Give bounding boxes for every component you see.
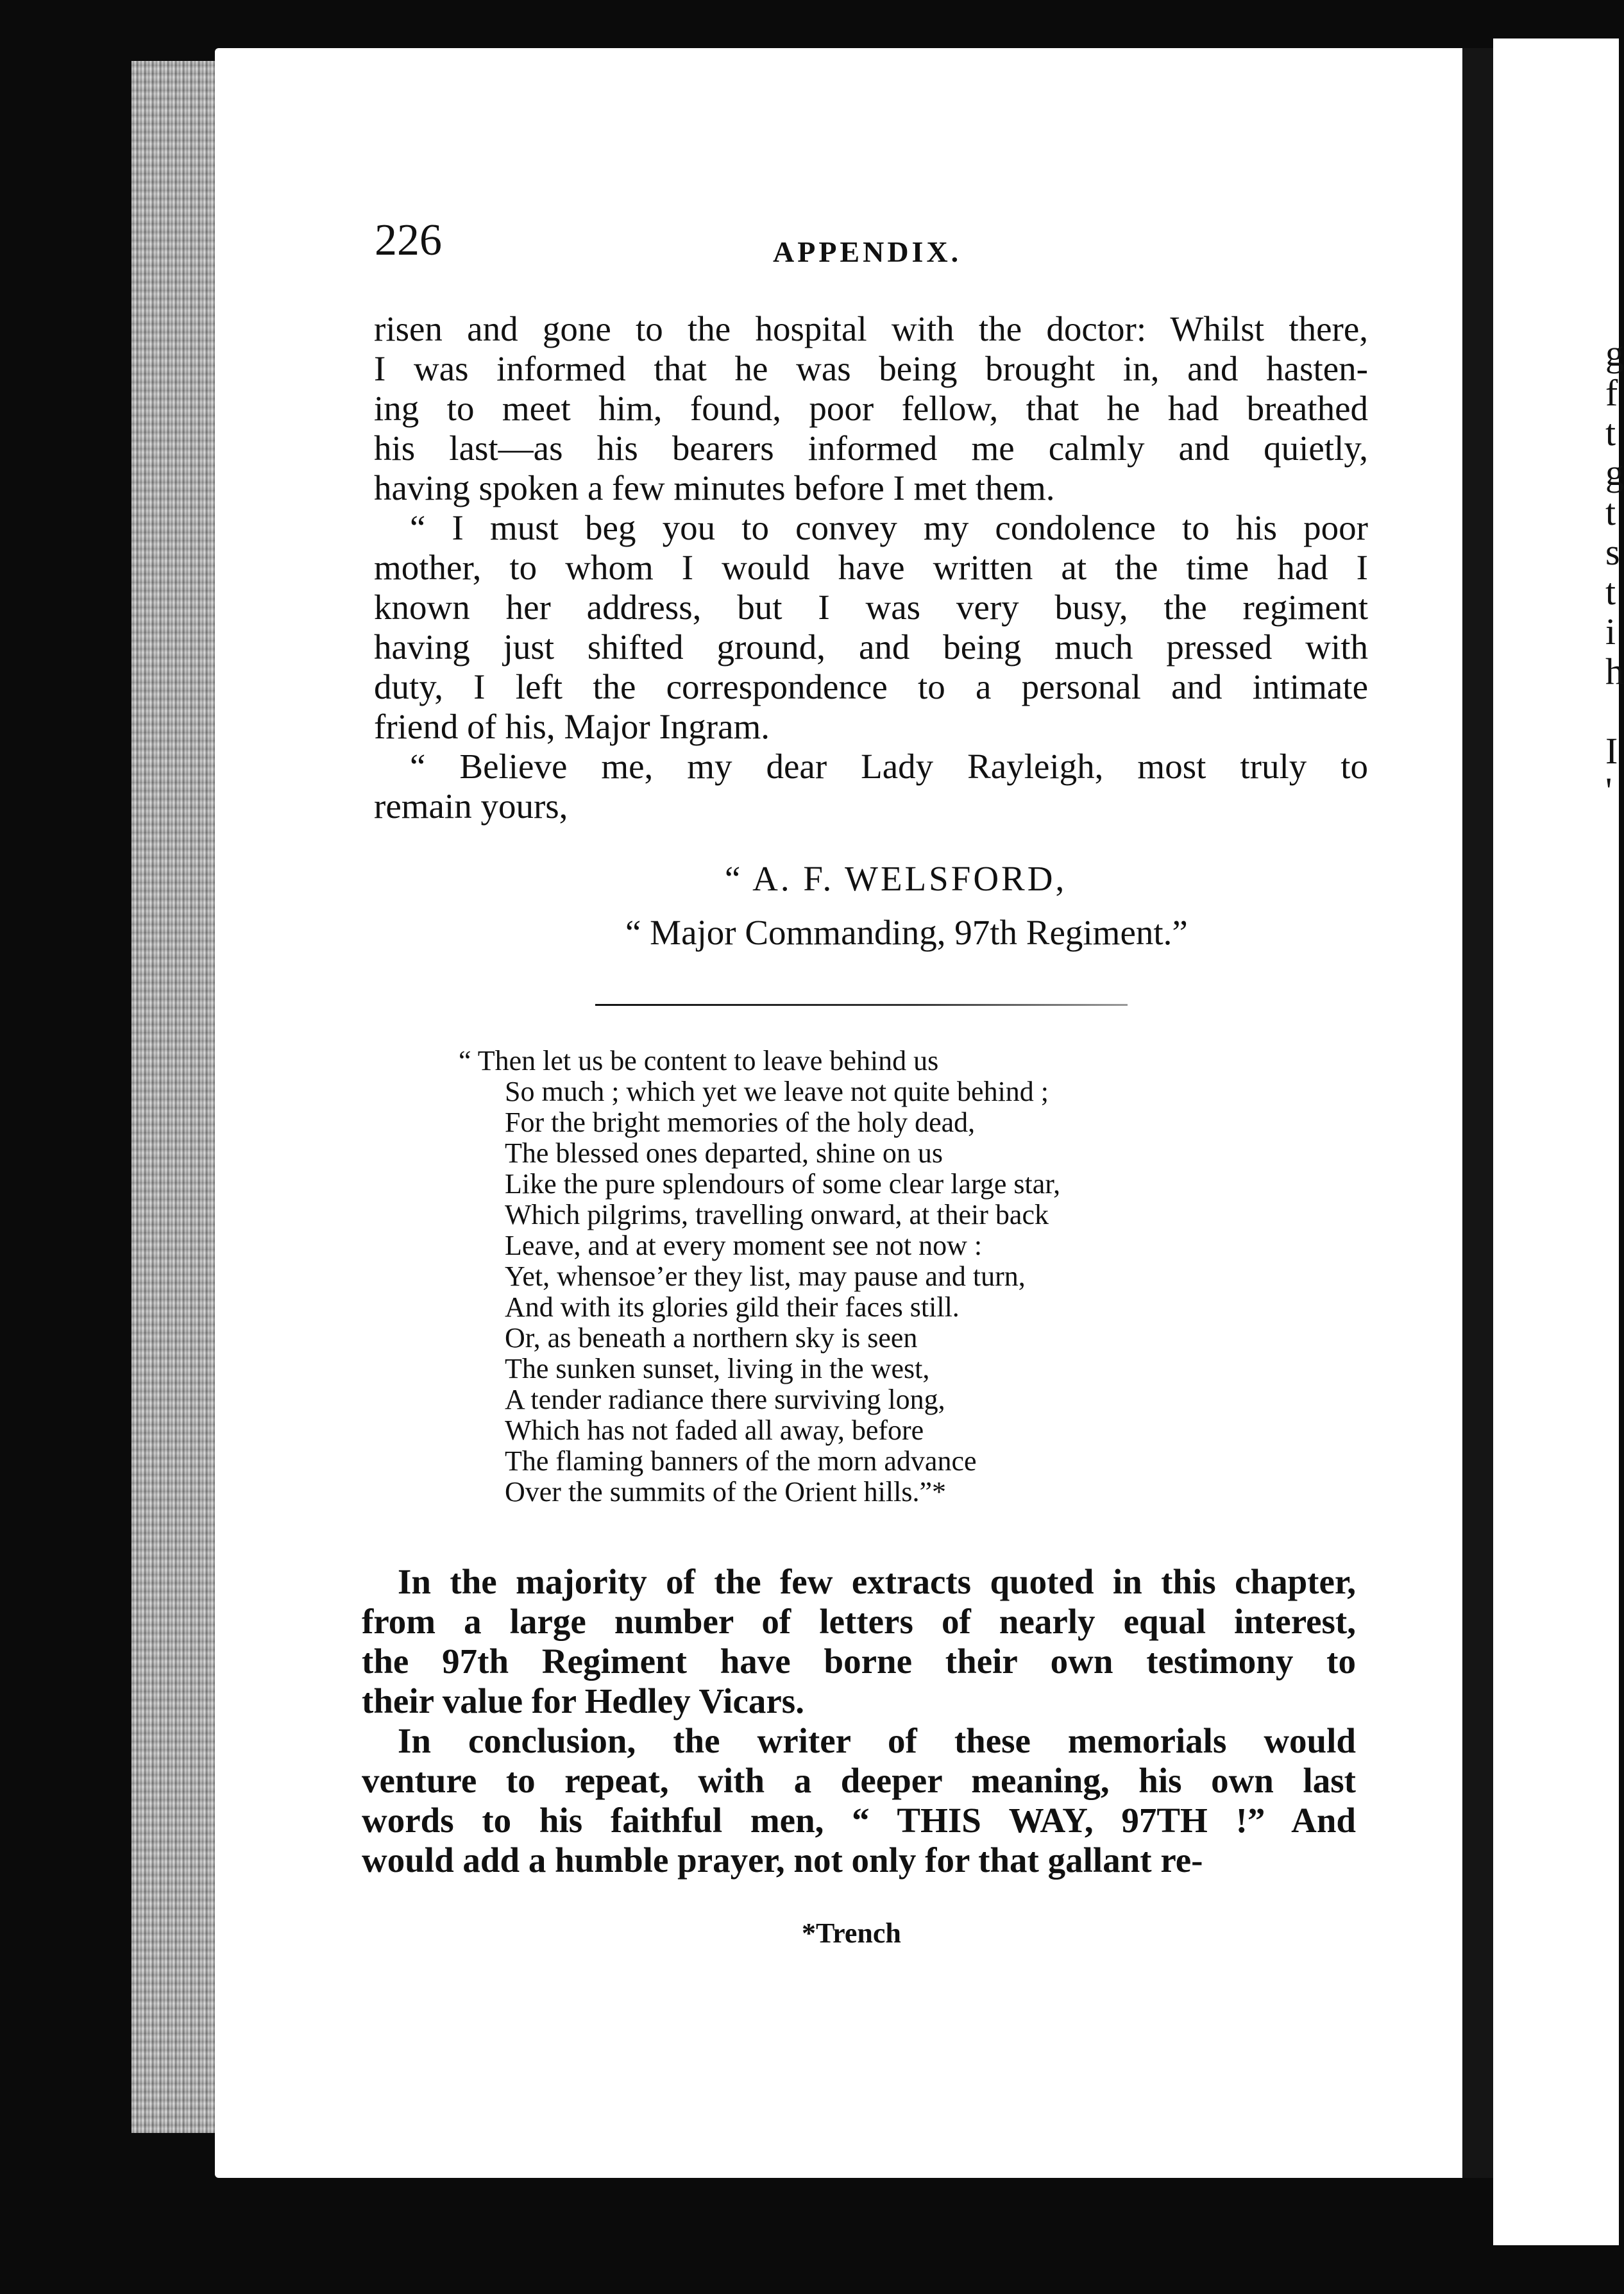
poem-line: Which pilgrims, travelling onward, at their back [505,1199,1049,1230]
letter-line: risen and gone to the hospital with the doctor: Whilst there, [374,309,1368,348]
facing-page-letter: g [1605,452,1624,493]
facing-page-letter: g [1605,332,1624,374]
letter-line: remain yours, [374,786,568,826]
letter-line: friend of his, Major Ingram. [374,707,770,746]
closing-line: In conclusion, the writer of these memorials would [398,1721,1356,1760]
poem-line: So much ; which yet we leave not quite behind ; [505,1076,1049,1107]
letter-line: his last—as his bearers informed me calmly and quietly, [374,429,1368,468]
letter-line: having spoken a few minutes before I met them. [374,468,1055,507]
closing-line: In the majority of the few extracts quoted in this chapter, [398,1562,1356,1601]
poem-line: Over the summits of the Orient hills.”* [505,1476,946,1508]
facing-page-fragment [1493,38,1624,2245]
facing-page-letter: t [1605,412,1616,454]
running-head: APPENDIX. [773,235,962,268]
closing-body [362,1562,1356,1880]
closing-line: would add a humble prayer, not only for that gallant re- [362,1840,1203,1880]
poem-line: The blessed ones departed, shine on us [505,1137,943,1169]
letter-line: “ I must beg you to convey my condolence to his poor [410,508,1368,547]
closing-line: their value for Hedley Vicars. [362,1681,804,1720]
letter-line: “ Believe me, my dear Lady Rayleigh, most truly to [410,747,1368,786]
facing-page-letter: t [1605,491,1616,533]
poem-line: Yet, whensoe’er they list, may pause and turn, [505,1261,1026,1292]
poem-line: Like the pure splendours of some clear large star, [505,1168,1061,1200]
book-gutter [1462,48,1493,2178]
letter-body [374,309,1368,826]
letter-line: known her address, but I was very busy, the regiment [374,588,1368,627]
letter-line: I was informed that he was being brought in, and hasten- [374,349,1368,388]
facing-page-letter: t [1605,571,1616,613]
facing-page-letter: s [1605,531,1620,573]
signature-title: “ Major Commanding, 97th Regiment.” [625,913,1188,952]
facing-page-letter: f [1605,372,1618,414]
book-page-edges [131,61,221,2133]
section-divider [595,1004,1128,1006]
facing-page-letter: i [1605,611,1616,652]
facing-page-letter: h [1605,650,1624,692]
page-number: 226 [375,216,442,265]
letter-line: mother, to whom I would have written at the time had I [374,548,1368,587]
poem-line: The flaming banners of the morn advance [505,1445,977,1477]
poem-quotation [459,1046,1060,1508]
closing-line: from a large number of letters of nearly equal interest, [362,1602,1356,1641]
poem-line: “ Then let us be content to leave behind us [459,1045,939,1076]
facing-page-letter [1605,692,1624,731]
closing-line: venture to repeat, with a deeper meaning, his own last [362,1761,1356,1800]
closing-line: the 97th Regiment have borne their own testimony to [362,1642,1356,1681]
facing-page-letter: I [1605,730,1618,772]
poem-line: Which has not faded all away, before [505,1415,924,1446]
signature-name: “ A. F. WELSFORD, [725,859,1067,898]
letter-line: having just shifted ground, and being much pressed with [374,627,1368,667]
letter-line: ing to meet him, found, poor fellow, that he had breathed [374,389,1368,428]
closing-line: words to his faithful men, “ THIS WAY, 97TH !” And [362,1801,1356,1840]
poem-line: Or, as beneath a northern sky is seen [505,1322,918,1354]
facing-page-letter: ' [1605,770,1612,811]
facing-page-letters [1605,334,1624,811]
poem-line: Leave, and at every moment see not now : [505,1230,983,1261]
letter-line: duty, I left the correspondence to a personal and intimate [374,667,1368,706]
poem-line: The sunken sunset, living in the west, [505,1353,930,1384]
poem-line: For the bright memories of the holy dead, [505,1107,976,1138]
footnote: *Trench [802,1917,901,1949]
poem-line: And with its glories gild their faces still. [505,1291,960,1323]
poem-line: A tender radiance there surviving long, [505,1384,945,1415]
